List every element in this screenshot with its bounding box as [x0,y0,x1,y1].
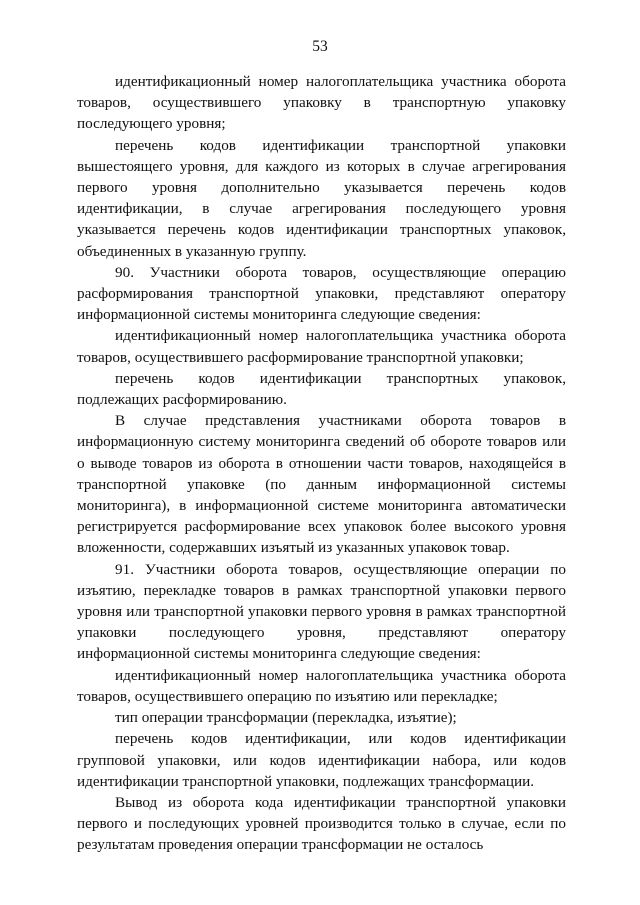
paragraph-6: В случае представления участниками оборота товаров в информационную систему мониторинга сведений об обороте товаров или о выводе товаров из оборота в отношении части товаров, находящейся в транспортной упаковке (по данным информационной системы мониторинга), в информационной системе мониторинга автоматически регистрируется расформирование всех упаковок более высокого уровня вложенности, содержавших изъятый из указанных упаковок товар. [77,412,566,557]
paragraph-9: тип операции трансформации (перекладка, изъятие); [115,709,457,727]
paragraph-4: идентификационный номер налогоплательщика участника оборота товаров, осуществившего расформирование транспортной упаковки; [77,327,566,366]
page-number: 53 [312,38,328,55]
paragraph-11: Вывод из оборота кода идентификации транспортной упаковки первого и последующих уровней производится только в случае, если по результатам проведения операции трансформации не осталось [77,793,566,854]
paragraph-8: идентификационный номер налогоплательщика участника оборота товаров, осуществившего операцию по изъятию или перекладке; [77,666,566,705]
paragraph-10: перечень кодов идентификации, или кодов идентификации групповой упаковки, или кодов идентификации набора, или кодов идентификации транспортной упаковки, подлежащих трансформации. [77,730,566,790]
paragraph-1: идентификационный номер налогоплательщика участника оборота товаров, осуществившего упаковку в транспортную упаковку последующего уровня; [77,73,566,133]
paragraph-3: 90. Участники оборота товаров, осуществляющие операцию расформирования транспортной упаковки, представляют оператору информационной системы мониторинга следующие сведения: [77,263,566,324]
paragraph-7: 91. Участники оборота товаров, осуществляющие операции по изъятию, перекладке товаров в рамках транспортной упаковки первого уровня или транспортной упаковки первого уровня в рамках транспортной упаковки последующего уровня, представляют оператору информационной системы мониторинга следующие сведения: [77,560,566,663]
paragraph-5: перечень кодов идентификации транспортных упаковок, подлежащих расформированию. [77,369,566,409]
paragraph-2: перечень кодов идентификации транспортной упаковки вышестоящего уровня, для каждого из которых в случае агрегирования первого уровня дополнительно указывается перечень кодов идентификации, в случае агрегирования последующего уровня указывается перечень кодов идентификации транспортных упаковок, объединенных в указанную группу. [77,136,566,260]
document-body [77,71,566,856]
